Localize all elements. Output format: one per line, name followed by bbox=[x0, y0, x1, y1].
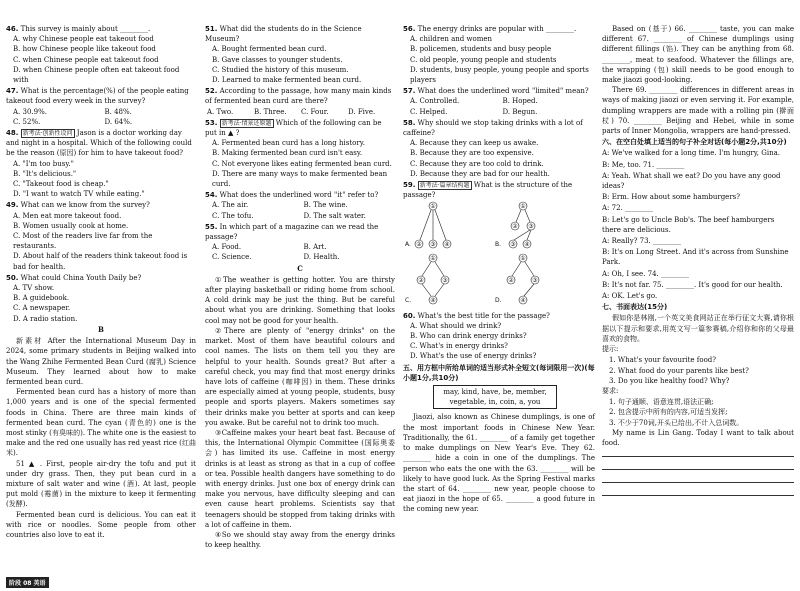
option[interactable]: C. old people, young people and students bbox=[410, 55, 557, 64]
dialogue-line: A: We've walked for a long time. I'm hungry, Gina. bbox=[602, 149, 780, 158]
option[interactable]: C. A newspaper. bbox=[13, 304, 71, 313]
node-label: ④ bbox=[430, 297, 436, 305]
column-3 bbox=[403, 24, 595, 515]
option[interactable]: B. Hoped. bbox=[502, 97, 538, 106]
node-label: ④ bbox=[444, 241, 450, 249]
option[interactable]: C. "Takeout food is cheap." bbox=[13, 180, 109, 189]
writing-prompt: 假如你是林刚,一个英文美食网站正在举行征文大赛,请你根据以下提示和要求,用英文写一篇参赛稿,介绍你和你的父母最喜欢的食物。 bbox=[602, 314, 794, 343]
question-56: 56. The energy drinks are popular with ________. A. children and women B. policemen, students and busy people C. old people, young people and students D. students, busy people, young people and sports players bbox=[403, 24, 595, 85]
option[interactable]: D. Because they are bad for our health. bbox=[410, 169, 550, 178]
section-six-title: 六、在空白处填上适当的句子补全对话(每小题2分,共10分) bbox=[602, 138, 787, 147]
node-label: ③ bbox=[430, 241, 436, 249]
node-label: ① bbox=[430, 203, 436, 211]
option[interactable]: C. Not everyone likes eating fermented bean curd. bbox=[212, 159, 392, 168]
question-50: 50. What could China Youth Daily be? A. TV show. B. A guidebook. C. A newspaper. D. A radio station. bbox=[6, 273, 196, 324]
writing-opening: My name is Lin Gang. Today I want to talk about food. bbox=[602, 428, 794, 447]
option[interactable]: A. Two. bbox=[207, 107, 234, 116]
question-55: 55. In which part of a magazine can we read the passage? A. Food. B. Art. C. Science. D. Health. bbox=[205, 222, 395, 263]
writing-hint-title: 提示: bbox=[602, 345, 619, 354]
section-seven-title: 七、书面表达(15分) bbox=[602, 303, 668, 312]
column-1 bbox=[6, 24, 196, 540]
writing-hint: 3. Do you like healthy food? Why? bbox=[609, 376, 730, 385]
option[interactable]: B. Who can drink energy drinks? bbox=[410, 332, 527, 341]
option[interactable]: A. 30.9%. bbox=[13, 107, 47, 116]
section-five-title: 五、用方框中所给单词的适当形式补全短文(每词限用一次)(每小题1分,共10分) bbox=[403, 363, 595, 382]
diagram-label-b: B. bbox=[495, 241, 502, 249]
writing-requirement: 3. 不少于70词,开头已给出,不计入总词数。 bbox=[609, 418, 744, 427]
passage-paragraph: ④So we should stay away from the energy drinks to keep healthy. bbox=[205, 530, 395, 550]
option[interactable]: B. Gave classes to younger students. bbox=[212, 55, 343, 64]
writing-requirement-title: 要求: bbox=[602, 386, 619, 395]
option[interactable]: D. Five. bbox=[348, 107, 376, 116]
option[interactable]: B. "It's delicious." bbox=[13, 169, 77, 178]
option[interactable]: D. About half of the readers think takeout food is bad for health. bbox=[13, 252, 188, 271]
option[interactable]: B. Three. bbox=[254, 107, 287, 116]
answer-line[interactable] bbox=[602, 461, 794, 470]
node-label: ② bbox=[418, 277, 424, 285]
option[interactable]: D. There are many ways to make fermented bean curd. bbox=[212, 169, 388, 189]
question-59: 59. 新考法·篇章结构题 What is the structure of the passage? ① ② ③ ④ ① ② ③ ③ ④ ① ② ③ ④ ① ② ③ ④ A. B. C. D. bbox=[403, 180, 595, 310]
word-box: may, kind, have, be, member, vegetable, in, coin, a, you bbox=[433, 385, 557, 409]
option[interactable]: C. What's in energy drinks? bbox=[410, 342, 508, 351]
node-label: ③ bbox=[442, 277, 448, 285]
answer-line[interactable] bbox=[602, 474, 794, 483]
option[interactable]: C. The tofu. bbox=[212, 211, 254, 220]
option[interactable]: A. Bought fermented bean curd. bbox=[212, 45, 327, 54]
answer-lines[interactable] bbox=[602, 448, 794, 496]
passage-paragraph: 新素材 After the International Museum Day in 2024, some primary students in Beijing walked into the Wang Zhihe Fermented Bean Curd (腐乳) Science Museum. They learned about how to make fermented bean curd. bbox=[6, 337, 196, 386]
answer-line[interactable] bbox=[602, 448, 794, 457]
option[interactable]: D. Begun. bbox=[502, 107, 538, 116]
passage-paragraph: There 69. ________ differences in different areas in ways of making jiaozi or even serving it. For example, dumpling wrappers are made with a rolling pin (擀面杖) 70. ________ Beijing and Hebei, while in some parts of Inner Mongolia, wrappers are hand-pressed. bbox=[602, 86, 794, 136]
writing-requirement: 1. 句子通顺、语意连贯,语法正确; bbox=[609, 398, 714, 407]
node-label: ③ bbox=[528, 223, 534, 231]
dialogue-line[interactable]: A: Really? 73. ________ bbox=[602, 237, 681, 246]
option[interactable]: D. What's the use of energy drinks? bbox=[410, 352, 537, 361]
dialogue-line[interactable]: A: 72. ________ bbox=[602, 204, 653, 213]
question-54: 54. What does the underlined word "it" refer to? A. The air. B. The wine. C. The tofu. D. The salt water. bbox=[205, 190, 395, 221]
dialogue bbox=[602, 148, 794, 301]
option[interactable]: B. Art. bbox=[303, 243, 327, 252]
option[interactable]: B. Women usually cook at home. bbox=[13, 221, 129, 230]
column-2 bbox=[205, 24, 395, 550]
answer-line[interactable] bbox=[602, 487, 794, 496]
question-52: 52. According to the passage, how many main kinds of fermented bean curd are there? A. Two. B. Three. C. Four. D. Five. bbox=[205, 86, 395, 117]
option[interactable]: B. how Chinese people like takeout food bbox=[13, 45, 156, 54]
dialogue-line: A: OK. Let's go. bbox=[602, 292, 658, 301]
passage-paragraph: ①The weather is getting hotter. You are thirsty after playing basketball or riding home from school. A cold drink may be just the thing. But be careful about what you are drinking. Something that looks cool may not be good for your health. bbox=[205, 275, 395, 325]
diagram-label-d: D. bbox=[495, 297, 502, 305]
option[interactable]: C. Most of the readers live far from the restaurants. bbox=[13, 232, 153, 251]
dialogue-line: B: It's on Long Street. And it's across from Sunshine Park. bbox=[602, 248, 789, 267]
option[interactable]: A. Food. bbox=[212, 243, 242, 252]
node-label: ② bbox=[508, 277, 514, 285]
option[interactable]: A. Controlled. bbox=[410, 97, 460, 106]
node-label: ④ bbox=[520, 297, 526, 305]
question-49: 49. What can we know from the survey? A. Men eat more takeout food. B. Women usually cook at home. C. Most of the readers live far from the restaurants. D. About half of the readers think takeout food is bad for health. bbox=[6, 200, 196, 271]
writing-task bbox=[602, 313, 794, 448]
option[interactable]: C. Science. bbox=[212, 253, 252, 262]
dialogue-line[interactable]: B: It's not far. 75. ________. It's good for our health. bbox=[602, 280, 783, 289]
page-footer-badge: 阶段 08 英语 bbox=[6, 577, 49, 588]
dialogue-line[interactable]: B: Me, too. 71. ________ bbox=[602, 160, 685, 169]
node-label: ② bbox=[512, 223, 518, 231]
passage-paragraph: Fermented bean curd has a history of more than 1,000 years and is one of the special fermented foods in China. There are three main kinds of fermented bean curd. The cyan (青色的) one is the most stinky (有臭味的). The white one is the easiest to make and the red one usually has red yeast rice (红曲米). bbox=[6, 388, 196, 458]
option[interactable]: D. A radio station. bbox=[13, 314, 78, 323]
option[interactable]: C. 52%. bbox=[13, 117, 41, 126]
option[interactable]: B. Making fermented bean curd isn't easy. bbox=[212, 149, 363, 158]
option[interactable]: A. children and women bbox=[410, 35, 492, 44]
passage-paragraph: ③Caffeine makes your heart beat fast. Because of this, the International Olympic Committee (国际奥委会) has limited its use. Caffeine in most energy drinks is at least as strong as that in a cup of coffee or tea. Possible health dangers have something to do with energy drinks. Just one box of energy drink can make you nervous, have difficulty sleeping and can even cause heart problems. Scientists say that teenagers should be stopped from taking drinks with a lot of caffeine in them. bbox=[205, 428, 395, 529]
option[interactable]: C. Studied the history of this museum. bbox=[212, 65, 349, 74]
node-label: ③ bbox=[532, 277, 538, 285]
question-53: 53. 新考法·情景还原题 Which of the following can be put in ▲ ? A. Fermented bean curd has a long history. B. Making fermented bean curd isn't easy. C. Not everyone likes eating fermented bean curd. D. There are many ways to make fermented bean curd. bbox=[205, 118, 395, 189]
passage-paragraph: Jiaozi, also known as Chinese dumplings, is one of the most important foods in Chinese New Year. Traditionally, the 61. ________ of a family get together to make dumplings on New Year's Eve. They 62. ________ hide a coin in one of the dumplings. The person who eats the one with the 63. ________ will be likely to have good luck. As the Spring Festival marks the start of 64. ________ new year, people choose to eat jiaozi in the hope of 65. ________ a good future in the coming new year. bbox=[403, 413, 595, 514]
question-51: 51. What did the students do in the Science Museum? A. Bought fermented bean curd. B. Gave classes to younger students. C. Studied the history of this museum. D. Learned to make fermented bean curd. bbox=[205, 24, 395, 85]
option[interactable]: B. The wine. bbox=[303, 201, 348, 210]
option[interactable]: A. Fermented bean curd has a long history. bbox=[212, 139, 365, 148]
node-label: ① bbox=[430, 255, 436, 263]
section-c-title: C bbox=[297, 263, 303, 273]
column-4 bbox=[602, 24, 794, 500]
option[interactable]: D. Health. bbox=[303, 253, 340, 262]
option[interactable]: A. What should we drink? bbox=[410, 321, 502, 330]
question-tag: 新考法·情景还原题 bbox=[221, 119, 272, 127]
dialogue-line: A: Yeah. What shall we eat? Do you have any good ideas? bbox=[602, 171, 781, 191]
option[interactable]: B. A guidebook. bbox=[13, 294, 70, 303]
diagram-label-c: C. bbox=[405, 297, 412, 305]
option[interactable]: D. Learned to make fermented bean curd. bbox=[212, 76, 362, 85]
option[interactable]: A. TV show. bbox=[13, 284, 55, 293]
option[interactable]: B. 48%. bbox=[104, 107, 132, 116]
node-label: ① bbox=[520, 255, 526, 263]
node-label: ② bbox=[416, 241, 422, 249]
option[interactable]: D. The salt water. bbox=[303, 211, 366, 220]
writing-requirement: 2. 包含提示中所有的内容,可适当发挥; bbox=[609, 408, 728, 417]
question-58: 58. Why should we stop taking drinks with a lot of caffeine? A. Because they can keep us awake. B. Because they are too expensive. C. Because they are too cold to drink. D. Because they are bad for our health. bbox=[403, 118, 595, 179]
option[interactable]: C. when Chinese people eat takeout food bbox=[13, 55, 159, 64]
option[interactable]: B. Because they are too expensive. bbox=[410, 149, 534, 158]
question-tag: 新考法·篇章结构题 bbox=[419, 182, 470, 190]
passage-paragraph: ②There are plenty of "energy drinks" on the market. Most of them have beautiful colours and cool names. The lists on them tell you they are helpful to your health. Sounds great? But after a careful check, you may find that most energy drinks have lots of caffeine (咖啡因) in them. These drinks are especially aimed at young people, students, busy people and sports players. Makers sometimes say their drinks make you better at sports and can keep you awake. But be careful not to drink too much. bbox=[205, 326, 395, 427]
passage-paragraph: 51 ▲ . First, people air-dry the tofu and put it under dry grass. Then, they put bean curd in a mixture of salt water and wine (酒). At last, people put mold (霉菌) in the mixture to keep it fermenting (发酵). bbox=[6, 459, 196, 509]
option[interactable]: A. Because they can keep us awake. bbox=[410, 139, 539, 148]
option[interactable]: C. Helped. bbox=[410, 107, 448, 116]
option[interactable]: C. Four. bbox=[301, 107, 329, 116]
option[interactable]: A. why Chinese people eat takeout food bbox=[13, 35, 154, 44]
passage-paragraph: Based on (基于) 66. ________ taste, you can make different 67. ________ of Chinese dumplings using different fillings (馅). They can be anything from 68. ________, meat to seafood. Whatever the fillings are, the wrapping (包) skill needs to be good enough to make jiaozi good-looking. bbox=[602, 25, 794, 85]
dialogue-line[interactable]: A: Oh, I see. 74. ________ bbox=[602, 269, 690, 278]
question-46: 46. This survey is mainly about ________. A. why Chinese people eat takeout food B. how Chinese people like takeout food C. when Chinese people eat takeout food D. when Chinese people often eat takeout food with bbox=[6, 24, 196, 85]
passage-paragraph: Fermented bean curd is delicious. You can eat it with rice or noodles. Some people from other countries also love to eat it. bbox=[6, 510, 196, 539]
question-60: 60. What's the best title for the passage? A. What should we drink? B. Who can drink energy drinks? C. What's in energy drinks? D. What's the use of energy drinks? bbox=[403, 311, 595, 362]
diagram-label-a: A. bbox=[405, 241, 411, 249]
option[interactable]: A. Men eat more takeout food. bbox=[13, 211, 122, 220]
question-48: 48. 新考法·创新性设问 Jason is a doctor working day and night in a hospital. Which of the following could be the reason (原因) for him to have takeout food? A. "I'm too busy." B. "It's delicious." C. "Takeout food is cheap." D. "I want to watch TV while eating." bbox=[6, 128, 196, 199]
section-b-title: B bbox=[98, 324, 104, 334]
option[interactable]: B. policemen, students and busy people bbox=[410, 45, 552, 54]
node-label: ③ bbox=[510, 241, 516, 249]
writing-hint: 1. What's your favourite food? bbox=[609, 356, 717, 365]
question-57: 57. What does the underlined word "limited" mean? A. Controlled. B. Hoped. C. Helped. D. Begun. bbox=[403, 86, 595, 117]
structure-diagram bbox=[403, 200, 593, 306]
option[interactable]: D. "I want to watch TV while eating." bbox=[13, 190, 145, 199]
question-tag: 新考法·创新性设问 bbox=[22, 130, 73, 138]
option[interactable]: D. when Chinese people often eat takeout food with bbox=[13, 65, 180, 85]
dialogue-line: B: Erm. How about some hamburgers? bbox=[602, 193, 741, 202]
question-47: 47. What is the percentage(%) of the people eating takeout food every week in the survey? A. 30.9%. B. 48%. C. 52%. D. 64%. bbox=[6, 86, 196, 127]
option[interactable]: C. Because they are too cold to drink. bbox=[410, 159, 544, 168]
option[interactable]: A. The air. bbox=[212, 201, 249, 210]
option[interactable]: D. students, busy people, young people and sports players bbox=[410, 65, 589, 85]
dialogue-line: B: Let's go to Uncle Bob's. The beef hamburgers there are delicious. bbox=[602, 215, 775, 234]
option[interactable]: A. "I'm too busy." bbox=[13, 159, 74, 168]
node-label: ① bbox=[520, 203, 526, 211]
writing-hint: 2. What food do your parents like best? bbox=[609, 366, 749, 375]
option[interactable]: D. 64%. bbox=[104, 117, 133, 126]
node-label: ④ bbox=[524, 241, 530, 249]
